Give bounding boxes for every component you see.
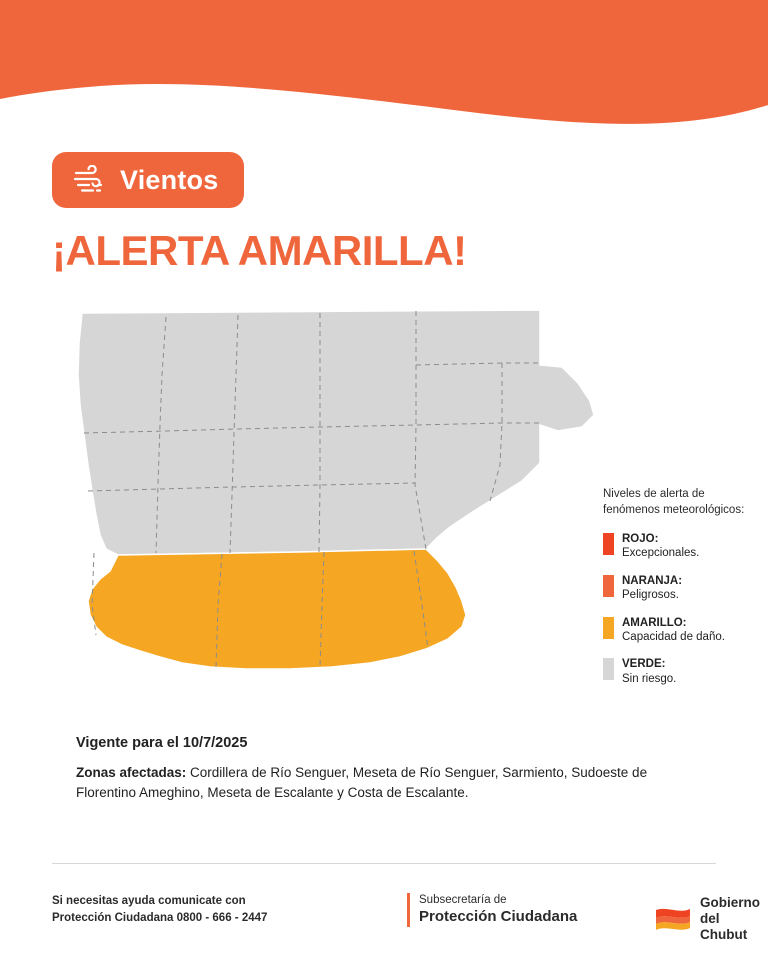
top-banner	[0, 0, 768, 130]
validity-date: Vigente para el 10/7/2025	[76, 735, 248, 751]
legend-desc-rojo: Excepcionales.	[622, 547, 700, 560]
legend-swatch-amarillo	[603, 617, 614, 639]
wind-icon	[72, 165, 106, 195]
map-grey-region	[78, 310, 594, 555]
category-pill	[52, 152, 244, 208]
legend-swatch-verde	[603, 658, 614, 680]
legend-name-amarillo: AMARILLO:	[622, 616, 687, 629]
page-title: ¡ALERTA AMARILLA!	[52, 227, 467, 274]
legend-swatch-rojo	[603, 533, 614, 555]
legend-title: Niveles de alerta de fenómenos meteorológicos:	[603, 488, 745, 516]
legend-item-naranja	[603, 574, 753, 603]
legend-desc-naranja: Peligrosos.	[622, 589, 679, 602]
affected-zones-label: Zonas afectadas:	[76, 765, 187, 780]
footer-contact	[52, 893, 267, 928]
footer-gobierno-logo	[654, 895, 760, 943]
legend-name-naranja: NARANJA:	[622, 574, 683, 587]
affected-zones	[76, 763, 701, 802]
category-label: Vientos	[120, 164, 219, 195]
legend	[603, 487, 753, 699]
legend-item-rojo	[603, 532, 753, 561]
footer-gov-line2: del Chubut	[700, 910, 748, 942]
footer-accent-bar	[407, 893, 410, 927]
footer-subsecretaria-logo	[407, 893, 577, 927]
legend-name-rojo: ROJO:	[622, 533, 659, 546]
legend-swatch-naranja	[603, 575, 614, 597]
footer-contact-line2: Protección Ciudadana 0800 - 666 - 2447	[52, 912, 268, 925]
legend-item-amarillo	[603, 616, 753, 645]
banner-wave-shape	[0, 0, 768, 130]
footer-sub-line2: Protección Ciudadana	[419, 907, 578, 925]
footer	[52, 893, 760, 942]
alert-header	[52, 152, 722, 272]
footer-contact-line1: Si necesitas ayuda comunicate con	[52, 895, 246, 907]
chubut-alert-map	[70, 305, 630, 695]
chubut-flag-icon	[654, 906, 692, 932]
footer-divider	[52, 863, 716, 864]
alert-details	[76, 735, 701, 802]
legend-name-verde: VERDE:	[622, 658, 666, 671]
legend-desc-verde: Sin riesgo.	[622, 672, 677, 685]
footer-gov-line1: Gobierno	[700, 895, 760, 910]
legend-item-verde	[603, 657, 753, 686]
affected-zones-text: Cordillera de Río Senguer, Meseta de Río Senguer, Sarmiento, Sudoeste de Florentino Ameghino, Meseta de Escalante y Costa de Escalante.	[76, 765, 648, 800]
footer-sub-line1: Subsecretaría de	[419, 894, 507, 907]
map-yellow-region	[88, 549, 466, 669]
legend-desc-amarillo: Capacidad de daño.	[622, 630, 725, 643]
